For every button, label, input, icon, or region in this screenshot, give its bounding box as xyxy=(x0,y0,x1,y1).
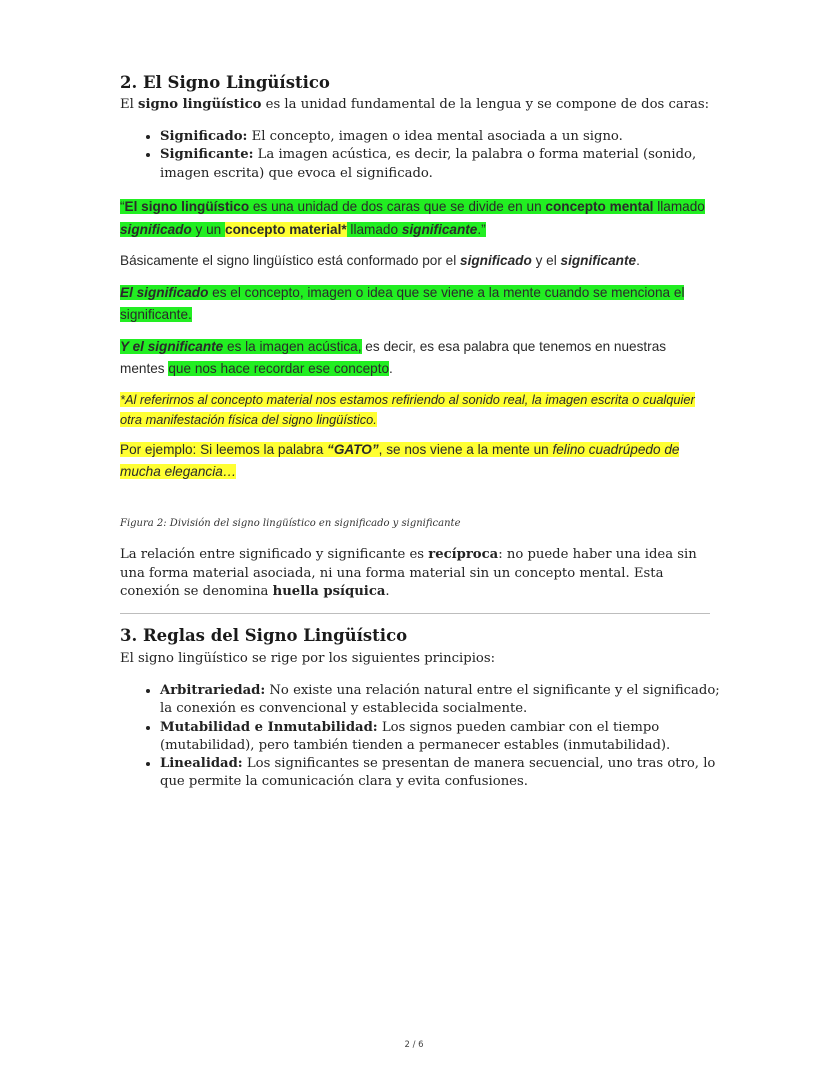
section-2-list xyxy=(140,128,730,183)
section-3-intro: El signo lingüístico se rige por los siguientes principios: xyxy=(120,651,496,666)
list-item: • Arbitrariedad: No existe una relación natural entre el significante y el significado; la conexión es convencional y establecida socialmente. xyxy=(160,682,730,719)
list-item: • Significante: La imagen acústica, es decir, la palabra o forma material (sonido, imagen escrita) que evoca el significado. xyxy=(160,146,730,183)
list-item: • Linealidad: Los significantes se presentan de manera secuencial, uno tras otro, lo que permite la comunicación clara y evita confusiones. xyxy=(160,755,730,792)
figure-quote: “El signo lingüístico es una unidad de dos caras que se divide en un concepto mental llamado significado y un concepto material* llamado significante.” xyxy=(120,199,705,237)
section-3-list xyxy=(140,682,730,792)
section-2-intro: El signo lingüístico es la unidad fundamental de la lengua y se compone de dos caras: xyxy=(120,97,710,112)
section-2-title: 2. El Signo Lingüístico xyxy=(120,73,330,92)
list-item: • Mutabilidad e Inmutabilidad: Los signos pueden cambiar con el tiempo (mutabilidad), pero también tienden a permanecer estables (inmutabilidad). xyxy=(160,719,730,756)
relation-paragraph: La relación entre significado y significante es recíproca: no puede haber una idea sin una forma material asociada, ni una forma material sin un concepto mental. Esta conexión se denomina huella psíquica. xyxy=(120,547,697,599)
figure-example: Por ejemplo: Si leemos la palabra “GATO”, se nos viene a la mente un felino cuadrúpedo de mucha elegancia… xyxy=(120,441,680,479)
figure-basic-line: Básicamente el signo lingüístico está conformado por el significado y el significante. xyxy=(120,253,640,268)
figure-2-image xyxy=(120,196,712,484)
figure-significado: El significado es el concepto, imagen o idea que se viene a la mente cuando se menciona el significante. xyxy=(120,284,685,322)
figure-caption: Figura 2: División del signo lingüístico en significado y significante xyxy=(120,518,461,529)
list-item: • Significado: El concepto, imagen o idea mental asociada a un signo. xyxy=(160,128,730,146)
page-number: 2 / 6 xyxy=(404,1040,424,1050)
section-3-title: 3. Reglas del Signo Lingüístico xyxy=(120,626,408,645)
figure-note: *Al referirnos al concepto material nos estamos refiriendo al sonido real, la imagen escrita o cualquier otra manifestación física del signo lingüístico. xyxy=(120,391,695,427)
section-divider xyxy=(120,613,710,614)
figure-significante: Y el significante es la imagen acústica, es decir, es esa palabra que tenemos en nuestras mentes que nos hace recordar ese concepto. xyxy=(120,338,667,376)
